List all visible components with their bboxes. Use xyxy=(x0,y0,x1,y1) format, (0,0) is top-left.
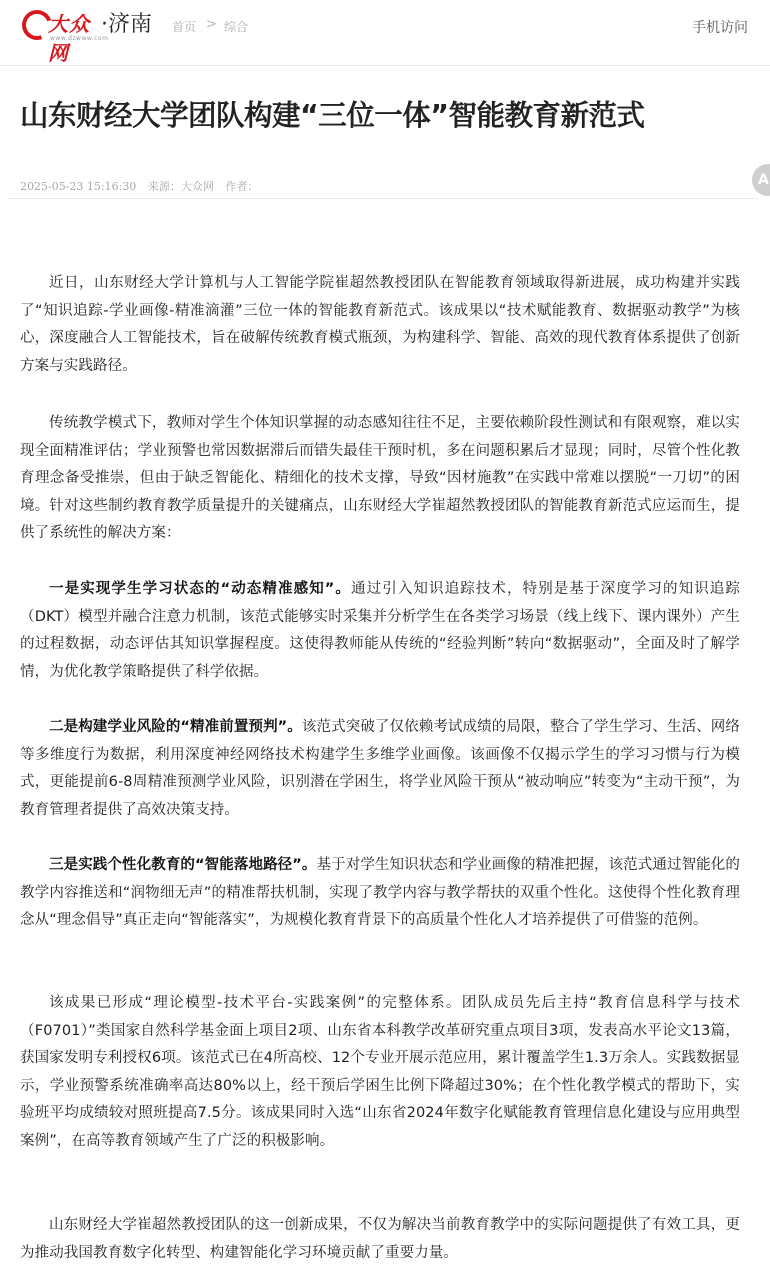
site-logo[interactable] xyxy=(22,8,109,65)
logo-domain-text: www.dzwww.com xyxy=(50,35,109,42)
breadcrumb-chevron-icon: > xyxy=(206,17,217,32)
paragraph: 二是构建学业风险的“精准前置预判”。该范式突破了仅依赖考试成绩的局限，整合了学生学习、生活、网络等多维度行为数据，利用深度神经网络技术构建学生多维学业画像。该画像不仅揭示学生的学习习惯与行为模式，更能提前6-8周精准预测学业风险，识别潜在学困生，将学业风险干预从“被动响应”转变为“主动干预”，为教育管理者提供了高效决策支持。 xyxy=(20,719,741,818)
paragraph: 三是实践个性化教育的“智能落地路径”。基于对学生知识状态和学业画像的精准把握，该范式通过智能化的教学内容推送和“润物细无声”的精准帮扶机制，实现了教学内容与教学帮扶的双重个性化。这使得个性化教育理念从“理念倡导”真正走向“智能落实”，为规模化教育背景下的高质量个性化人才培养提供了可借鉴的范例。 xyxy=(20,857,740,929)
font-size-button[interactable]: A xyxy=(752,164,770,196)
paragraph-lead: 三是实践个性化教育的“智能落地路径”。 xyxy=(49,857,317,873)
article-source: 来源：大众网 xyxy=(147,180,214,193)
paragraph-lead: 二是构建学业风险的“精准前置预判”。 xyxy=(49,719,302,735)
paragraph: 近日，山东财经大学计算机与人工智能学院崔超然教授团队在智能教育领域取得新进展，成功构建并实践了“知识追踪-学业画像-精准滴灌”三位一体的智能教育新范式。该成果以“技术赋能教育、数据驱动教学”为核心，深度融合人工智能技术，旨在破解传统教育模式瓶颈，为构建科学、智能、高效的现代教育体系提供了创新方案与实践路径。 xyxy=(20,275,740,374)
paragraph: 该成果已形成“理论模型-技术平台-实践案例”的完整体系。团队成员先后主持“教育信息科学与技术（F0701）”类国家自然科学基金面上项目2项、山东省本科教学改革研究重点项目3项，发表高水平论文13篇，获国家发明专利授权6项。该范式已在4所高校、12个专业开展示范应用，累计覆盖学生1.3万余人。实践数据显示，学业预警系统准确率高达80%以上，经干预后学困生比例下降超过30%；在个性化教学模式的帮助下，实验班平均成绩较对照班提高7.5分。该成果同时入选“山东省2024年数字化赋能教育管理信息化建设与应用典型案例”，在高等教育领域产生了广泛的积极影响。 xyxy=(20,995,740,1149)
meta-divider xyxy=(8,198,758,199)
publish-datetime: 2025-05-23 15:16:30 xyxy=(20,180,137,193)
paragraph: 山东财经大学崔超然教授团队的这一创新成果，不仅为解决当前教育教学中的实际问题提供了有效工具，更为推动我国教育数字化转型、构建智能化学习环境贡献了重要力量。 xyxy=(20,1217,740,1261)
article-title: 山东财经大学团队构建“三位一体”智能教育新范式 xyxy=(20,99,645,132)
article-meta xyxy=(20,178,266,194)
mobile-access-link[interactable]: 手机访问 xyxy=(692,20,748,36)
paragraph-lead: 一是实现学生学习状态的“动态精准感知”。 xyxy=(49,581,352,597)
logo-brand-text: 大众网 xyxy=(48,12,90,65)
breadcrumb-category[interactable]: 综合 xyxy=(224,20,249,34)
article-author: 作者： xyxy=(225,180,259,193)
site-header xyxy=(0,0,770,66)
paragraph: 传统教学模式下，教师对学生个体知识掌握的动态感知往往不足，主要依赖阶段性测试和有限观察，难以实现全面精准评估；学业预警也常因数据滞后而错失最佳干预时机，多在问题积累后才显现；同时，尽管个性化教育理念备受推崇，但由于缺乏智能化、精细化的技术支撑，导致“因材施教”在实践中常难以摆脱“一刀切”的困境。针对这些制约教育教学质量提升的关键痛点，山东财经大学崔超然教授团队的智能教育新范式应运而生，提供了系统性的解决方案： xyxy=(20,415,740,542)
city-label: ·济南 xyxy=(101,12,152,37)
breadcrumb-home[interactable]: 首页 xyxy=(172,20,197,34)
paragraph: 一是实现学生学习状态的“动态精准感知”。通过引入知识追踪技术，特别是基于深度学习的知识追踪（DKT）模型并融合注意力机制，该范式能够实时采集并分析学生在各类学习场景（线上线下、课内课外）产生的过程数据，动态评估其知识掌握程度。这使得教师能从传统的“经验判断”转向“数据驱动”，全面及时了解学情，为优化教学策略提供了科学依据。 xyxy=(20,581,740,680)
